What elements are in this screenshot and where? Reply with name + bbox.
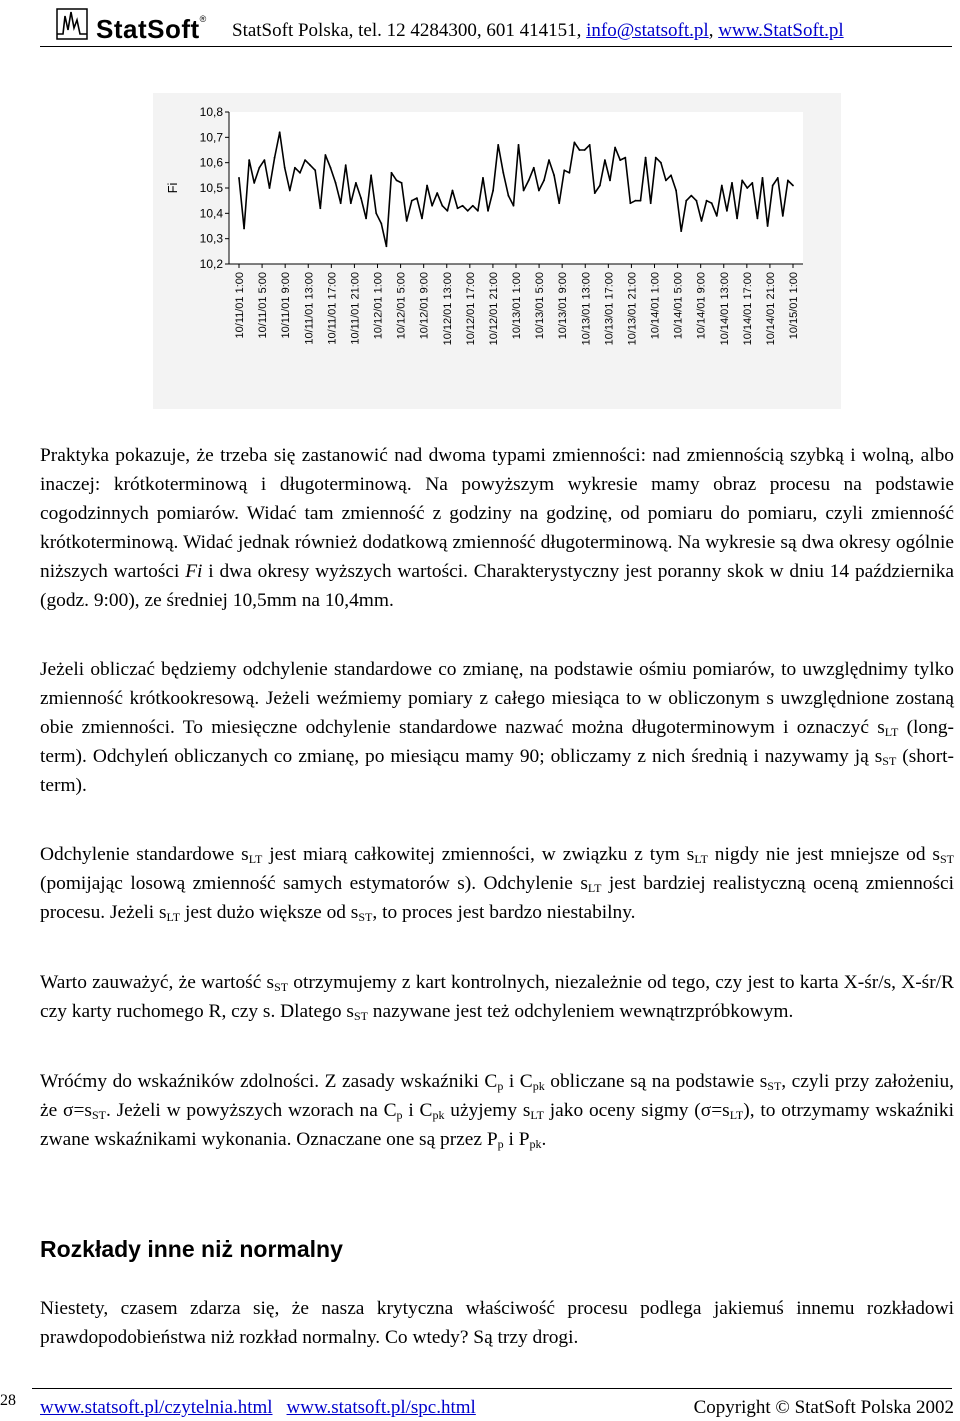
x-tick-label: 10/11/01 21:00 bbox=[349, 272, 362, 345]
data-point bbox=[533, 167, 535, 169]
data-point bbox=[553, 174, 555, 176]
data-point bbox=[543, 180, 545, 182]
x-tick-label: 10/13/01 17:00 bbox=[603, 272, 616, 346]
data-point bbox=[706, 200, 708, 202]
paragraph-4 bbox=[40, 968, 954, 1026]
subscript: p bbox=[497, 1079, 504, 1093]
text-run: użyjemy s bbox=[444, 1100, 531, 1121]
subscript: LT bbox=[587, 881, 602, 895]
data-point bbox=[243, 228, 245, 230]
x-tick-label: 10/13/01 21:00 bbox=[626, 271, 639, 346]
data-point bbox=[675, 190, 677, 192]
page-header bbox=[0, 0, 960, 62]
text-run: nigdy nie jest mniejsze od s bbox=[707, 844, 940, 865]
data-point bbox=[431, 205, 433, 207]
data-point bbox=[375, 212, 377, 214]
paragraph-5 bbox=[40, 1067, 954, 1154]
data-point bbox=[584, 149, 586, 151]
text-run: , to proces jest bardzo niestabilny. bbox=[372, 902, 636, 923]
data-point bbox=[650, 202, 652, 204]
text-run: , czyli przy założeniu, że σ=s bbox=[40, 1071, 954, 1121]
data-point bbox=[599, 185, 601, 187]
data-point bbox=[345, 164, 347, 166]
website-link[interactable]: www.StatSoft.pl bbox=[718, 20, 844, 41]
data-point bbox=[264, 159, 266, 161]
line-chart bbox=[153, 93, 841, 409]
text-run: jest dużo większe od s bbox=[180, 902, 359, 923]
text-run: i P bbox=[503, 1129, 530, 1150]
data-point bbox=[787, 180, 789, 182]
data-point bbox=[523, 190, 525, 192]
x-tick-label: 10/11/01 17:00 bbox=[326, 272, 339, 345]
subscript: pk bbox=[532, 1079, 545, 1093]
data-point bbox=[370, 174, 372, 176]
text-run: (short-term). bbox=[40, 746, 954, 796]
data-point bbox=[619, 159, 621, 161]
x-tick-label: 10/14/01 5:00 bbox=[672, 272, 685, 340]
text-run: Warto zauważyć, że wartość s bbox=[40, 972, 275, 993]
data-point bbox=[330, 167, 332, 169]
data-point bbox=[548, 159, 550, 161]
x-tick-label: 10/12/01 21:00 bbox=[487, 272, 500, 346]
text-run: obliczane są na podstawie s bbox=[544, 1071, 768, 1092]
subscript: LT bbox=[884, 725, 899, 739]
data-point bbox=[594, 192, 596, 194]
data-point bbox=[751, 182, 753, 184]
subscript: ST bbox=[939, 852, 954, 866]
data-point bbox=[701, 220, 703, 222]
data-point bbox=[690, 195, 692, 197]
data-point bbox=[563, 169, 565, 171]
data-point bbox=[767, 225, 769, 227]
data-point bbox=[640, 200, 642, 202]
x-tick-label: 10/14/01 21:00 bbox=[764, 272, 777, 346]
data-point bbox=[731, 182, 733, 184]
x-tick-label: 10/14/01 1:00 bbox=[649, 272, 662, 340]
page-number: 28 bbox=[0, 1392, 16, 1409]
data-point bbox=[457, 207, 459, 209]
subscript: ST bbox=[882, 754, 897, 768]
data-point bbox=[355, 182, 357, 184]
data-point bbox=[401, 182, 403, 184]
data-point bbox=[782, 215, 784, 217]
data-point bbox=[411, 200, 413, 202]
footer-divider bbox=[32, 1388, 952, 1389]
data-point bbox=[335, 182, 337, 184]
data-point bbox=[528, 180, 530, 182]
y-tick-label: 10,4 bbox=[199, 206, 223, 221]
x-tick-label: 10/12/01 17:00 bbox=[464, 272, 477, 346]
y-tick-label: 10,7 bbox=[199, 130, 223, 145]
x-tick-label: 10/12/01 1:00 bbox=[372, 272, 385, 340]
chart-svg bbox=[153, 93, 841, 409]
x-tick-label: 10/11/01 13:00 bbox=[303, 272, 316, 345]
data-point bbox=[507, 195, 509, 197]
data-point bbox=[248, 159, 250, 161]
subscript: ST bbox=[353, 1009, 368, 1023]
x-tick-label: 10/14/01 9:00 bbox=[695, 272, 708, 340]
x-tick-label: 10/12/01 13:00 bbox=[441, 272, 454, 346]
data-point bbox=[792, 185, 794, 187]
subscript: pk bbox=[432, 1108, 445, 1122]
data-point bbox=[645, 157, 647, 159]
text-run: otrzymujemy z kart kontrolnych, niezależnie od tego, czy jest to karta X-śr/s, X-śr/R czy karty ruchomego R, czy s. Dlatego s bbox=[40, 972, 954, 1022]
subscript: ST bbox=[767, 1079, 782, 1093]
data-point bbox=[635, 200, 637, 202]
data-point bbox=[568, 172, 570, 174]
text-run: jako oceny sigmy (σ=s bbox=[543, 1100, 730, 1121]
data-point bbox=[350, 202, 352, 204]
text-run: (pomijając losową zmienność samych estymatorów s). Odchylenie s bbox=[40, 873, 588, 894]
subscript: ST bbox=[91, 1108, 106, 1122]
subscript: LT bbox=[248, 852, 263, 866]
data-point bbox=[380, 223, 382, 225]
data-point bbox=[319, 207, 321, 209]
data-point bbox=[696, 200, 698, 202]
data-point bbox=[472, 205, 474, 207]
data-point bbox=[467, 210, 469, 212]
text-run: i dwa okresy wyższych wartości. Charakterystyczny jest poranny skok w dniu 14 października (godz. 9:00), ze średniej 10,5mm na 10,4mm. bbox=[40, 561, 954, 611]
text-run: Fi bbox=[185, 561, 203, 582]
text-run: . Jeżeli w powyższych wzorach na C bbox=[105, 1100, 397, 1121]
text-run: (long-term). Odchyleń obliczanych co zmianę, po miesiącu mamy 90; obliczamy z nich średnią i nazywamy ją s bbox=[40, 717, 954, 767]
header-divider bbox=[40, 46, 952, 47]
subscript: ST bbox=[358, 910, 373, 924]
data-point bbox=[446, 210, 448, 212]
data-point bbox=[604, 159, 606, 161]
data-point bbox=[579, 149, 581, 151]
text-run: jest bardziej realistyczną oceną zmienności procesu. Jeżeli s bbox=[40, 873, 955, 923]
y-tick-label: 10,2 bbox=[199, 257, 223, 271]
data-point bbox=[741, 180, 743, 182]
text-run: Odchylenie standardowe s bbox=[40, 844, 249, 865]
subscript: p bbox=[396, 1108, 403, 1122]
subscript: ST bbox=[274, 980, 289, 994]
text-run: Praktyka pokazuje, że trzeba się zastanowić nad dwoma typami zmienności: nad zmiennością szybką i wolną, albo inaczej: krótkoterminową i długoterminową. Na powyższym wykresie mamy obraz procesu na podstawie cogodzinnych pomiarów. Widać tam zmienność z godziny na godzinę, od pomiaru do pomiaru, czyli zmienność krótkoterminową. Widać jednak również dodatkową zmienność długoterminową. Na wykresie są dwa okresy ogólnie niższych wartości bbox=[40, 445, 954, 582]
data-point bbox=[772, 185, 774, 187]
text-run: jest miarą całkowitej zmienności, w związku z tym s bbox=[262, 844, 695, 865]
subscript: LT bbox=[694, 852, 708, 866]
data-point bbox=[360, 197, 362, 199]
data-point bbox=[416, 197, 418, 199]
plot-area bbox=[229, 112, 803, 264]
data-point bbox=[624, 157, 626, 159]
subscript: LT bbox=[166, 910, 181, 924]
data-point bbox=[492, 190, 494, 192]
data-point bbox=[258, 167, 260, 169]
text-run: . bbox=[541, 1129, 547, 1150]
text-run: nazywane jest też odchyleniem wewnątrzpróbkowym. bbox=[367, 1001, 794, 1022]
data-point bbox=[711, 202, 713, 204]
data-point bbox=[680, 230, 682, 232]
paragraph-1 bbox=[40, 441, 954, 615]
data-point bbox=[609, 180, 611, 182]
data-point bbox=[436, 192, 438, 194]
data-point bbox=[309, 164, 311, 166]
data-point bbox=[396, 180, 398, 182]
data-point bbox=[574, 142, 576, 144]
data-point bbox=[462, 205, 464, 207]
data-point bbox=[426, 185, 428, 187]
x-tick-label: 10/15/01 1:00 bbox=[788, 272, 800, 340]
data-point bbox=[629, 202, 631, 204]
data-point bbox=[762, 177, 764, 179]
data-point bbox=[294, 167, 296, 169]
data-point bbox=[421, 218, 423, 220]
x-tick-label: 10/14/01 17:00 bbox=[741, 272, 754, 346]
x-tick-label: 10/13/01 5:00 bbox=[534, 272, 547, 340]
data-point bbox=[614, 147, 616, 149]
data-point bbox=[477, 210, 479, 212]
section-heading: Rozkłady inne niż normalny bbox=[40, 1236, 343, 1262]
data-point bbox=[716, 215, 718, 217]
subscript: pk bbox=[529, 1137, 542, 1151]
x-tick-label: 10/11/01 9:00 bbox=[280, 272, 293, 339]
y-axis-label: Fi bbox=[165, 182, 180, 194]
data-point bbox=[721, 185, 723, 187]
data-point bbox=[314, 169, 316, 171]
text-run: ), to otrzymamy wskaźniki zwane wskaźnikami wykonania. Oznaczane one są przez P bbox=[40, 1100, 954, 1150]
x-tick-label: 10/12/01 5:00 bbox=[395, 272, 408, 340]
y-tick-label: 10,5 bbox=[199, 181, 223, 195]
x-tick-label: 10/13/01 9:00 bbox=[557, 272, 570, 340]
data-point bbox=[289, 190, 291, 192]
data-point bbox=[726, 210, 728, 212]
x-tick-label: 10/14/01 13:00 bbox=[718, 272, 731, 346]
data-point bbox=[391, 172, 393, 174]
data-point bbox=[746, 187, 748, 189]
data-point bbox=[284, 167, 286, 169]
data-point bbox=[777, 177, 779, 179]
paragraph-3 bbox=[40, 840, 954, 927]
y-tick-label: 10,3 bbox=[199, 231, 223, 246]
email-link[interactable]: info@statsoft.pl bbox=[586, 20, 709, 41]
data-point bbox=[385, 245, 387, 247]
brand-name: StatSoft® bbox=[96, 14, 207, 44]
data-point bbox=[253, 182, 255, 184]
data-point bbox=[665, 180, 667, 182]
data-point bbox=[538, 190, 540, 192]
paragraph-2 bbox=[40, 655, 954, 800]
data-point bbox=[441, 205, 443, 207]
data-point bbox=[685, 200, 687, 202]
data-point bbox=[406, 220, 408, 222]
reading-room-link[interactable]: www.statsoft.pl/czytelnia.html bbox=[40, 1397, 273, 1418]
page-footer bbox=[40, 1397, 954, 1419]
data-point bbox=[655, 157, 657, 159]
data-point bbox=[299, 172, 301, 174]
spc-link[interactable]: www.statsoft.pl/spc.html bbox=[286, 1397, 476, 1418]
data-point bbox=[589, 144, 591, 146]
data-point bbox=[660, 162, 662, 164]
data-point bbox=[238, 177, 240, 179]
data-point bbox=[558, 202, 560, 204]
data-point bbox=[502, 172, 504, 174]
text-run: Jeżeli obliczać będziemy odchylenie standardowe co zmianę, na podstawie ośmiu pomiarów, to uwzględnimy tylko zmienność krótkookresową. Jeżeli weźmiemy pomiary z całego miesiąca to w obliczonym s uwzględnione zostaną obie zmienności. To miesięczne odchylenie standardowe nazwać można długoterminowym i oznaczyć s bbox=[40, 659, 954, 738]
text-run: Wróćmy do wskaźników zdolności. Z zasady wskaźniki C bbox=[40, 1071, 498, 1092]
data-point bbox=[497, 144, 499, 146]
subscript: p bbox=[497, 1137, 504, 1151]
data-point bbox=[279, 131, 281, 133]
data-point bbox=[365, 218, 367, 220]
text-run: i C bbox=[503, 1071, 533, 1092]
data-point bbox=[757, 218, 759, 220]
copyright: Copyright © StatSoft Polska 2002 bbox=[693, 1397, 954, 1418]
x-tick-label: 10/11/01 1:00 bbox=[234, 272, 246, 339]
data-point bbox=[513, 205, 515, 207]
x-tick-label: 10/13/01 1:00 bbox=[511, 272, 523, 340]
data-point bbox=[274, 157, 276, 159]
data-point bbox=[670, 174, 672, 176]
y-tick-label: 10,6 bbox=[199, 155, 223, 170]
x-tick-label: 10/12/01 9:00 bbox=[418, 272, 431, 340]
subscript: LT bbox=[530, 1108, 544, 1122]
section-paragraph: Niestety, czasem zdarza się, że nasza krytyczna właściwość procesu podlega jakiemuś innemu rozkładowi prawdopodobieństwa niż rozkład normalny. Co wtedy? Są trzy drogi. bbox=[40, 1298, 954, 1348]
x-tick-label: 10/13/01 13:00 bbox=[580, 272, 593, 346]
data-point bbox=[304, 159, 306, 161]
x-tick-label: 10/11/01 5:00 bbox=[257, 272, 270, 339]
data-point bbox=[340, 202, 342, 204]
statsoft-logo-icon bbox=[56, 6, 92, 42]
data-point bbox=[736, 218, 738, 220]
data-point bbox=[325, 154, 327, 156]
text-run: i C bbox=[402, 1100, 433, 1121]
data-point bbox=[452, 190, 454, 192]
data-point bbox=[482, 177, 484, 179]
data-point bbox=[269, 187, 271, 189]
y-tick-label: 10,8 bbox=[199, 105, 223, 119]
header-contact: StatSoft Polska, tel. 12 4284300, 601 414151, info@statsoft.pl, www.StatSoft.pl bbox=[232, 20, 844, 41]
data-point bbox=[518, 144, 520, 146]
data-point bbox=[487, 210, 489, 212]
subscript: LT bbox=[729, 1108, 744, 1122]
